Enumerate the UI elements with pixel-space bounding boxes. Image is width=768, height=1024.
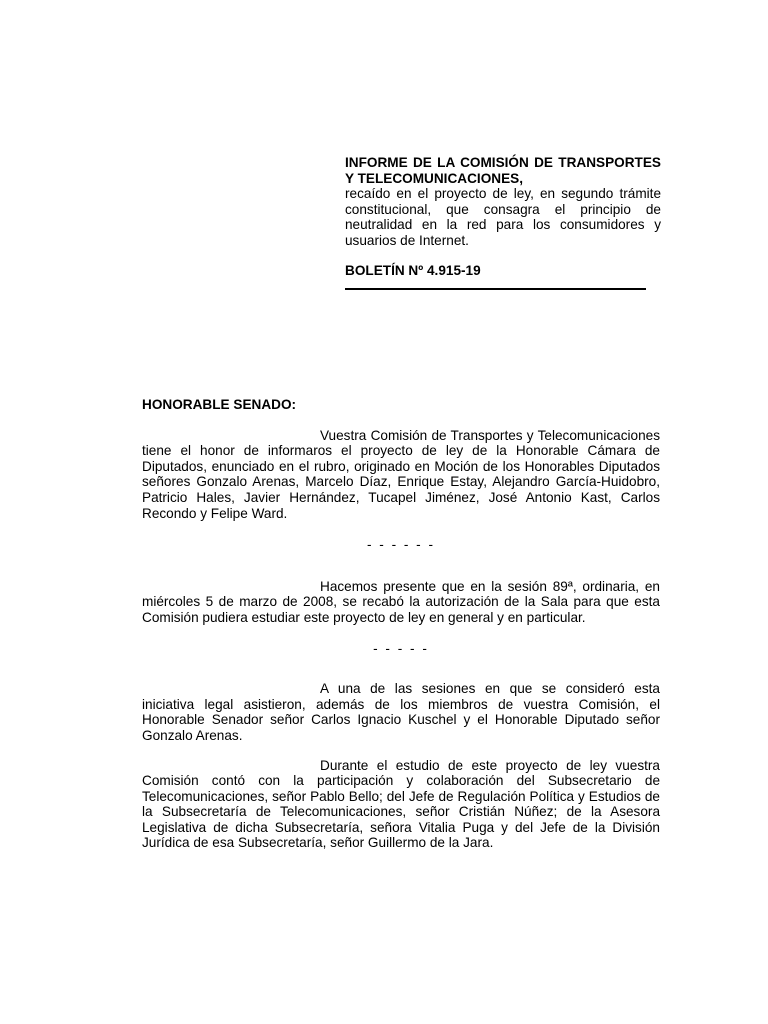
- separator: - - - - - -: [366, 537, 436, 553]
- report-subtitle: recaído en el proyecto de ley, en segundo trámite constitucional, que consagra el principio de neutralidad en la red para los consumidores y usuarios de Internet.: [345, 186, 661, 248]
- paragraph-participation: Durante el estudio de este proyecto de ley vuestra Comisión contó con la participación y colaboración del Subsecretario de Telecomunicaciones, señor Pablo Bello; del Jefe de Regulación Política y Estudios de la Subsecretaría de Telecomunicaciones, señor Cristián Núñez; de la Asesora Legislativa de dicha Subsecretaría, señora Vitalia Puga y del Jefe de la División Jurídica de esa Subsecretaría, señor Guillermo de la Jara.: [142, 757, 660, 851]
- separator: - - - - -: [373, 640, 429, 656]
- document-body: [142, 397, 660, 851]
- salutation: HONORABLE SENADO:: [142, 397, 297, 412]
- boletin-number: BOLETÍN Nº 4.915-19: [345, 262, 481, 278]
- paragraph-session: Hacemos presente que en la sesión 89ª, ordinaria, en miércoles 5 de marzo de 2008, se recabó la autorización de la Sala para que esta Comisión pudiera estudiar este proyecto de ley en general y en particular.: [142, 578, 660, 625]
- report-header: [345, 155, 661, 290]
- paragraph-commission-intro: Vuestra Comisión de Transportes y Telecomunicaciones tiene el honor de informaros el proyecto de ley de la Honorable Cámara de Diputados, enunciado en el rubro, originado en Moción de los Honorables Diputados señores Gonzalo Arenas, Marcelo Díaz, Enrique Estay, Alejandro García-Huidobro, Patricio Hales, Javier Hernández, Tucapel Jiménez, José Antonio Kast, Carlos Recondo y Felipe Ward.: [142, 427, 660, 521]
- header-rule: [345, 288, 646, 290]
- paragraph-attendance: A una de las sesiones en que se consideró esta iniciativa legal asistieron, además de los miembros de vuestra Comisión, el Honorable Senador señor Carlos Ignacio Kuschel y el Honorable Diputado señor Gonzalo Arenas.: [142, 681, 660, 743]
- report-title: INFORME DE LA COMISIÓN DE TRANSPORTES Y TELECOMUNICACIONES,: [345, 155, 661, 186]
